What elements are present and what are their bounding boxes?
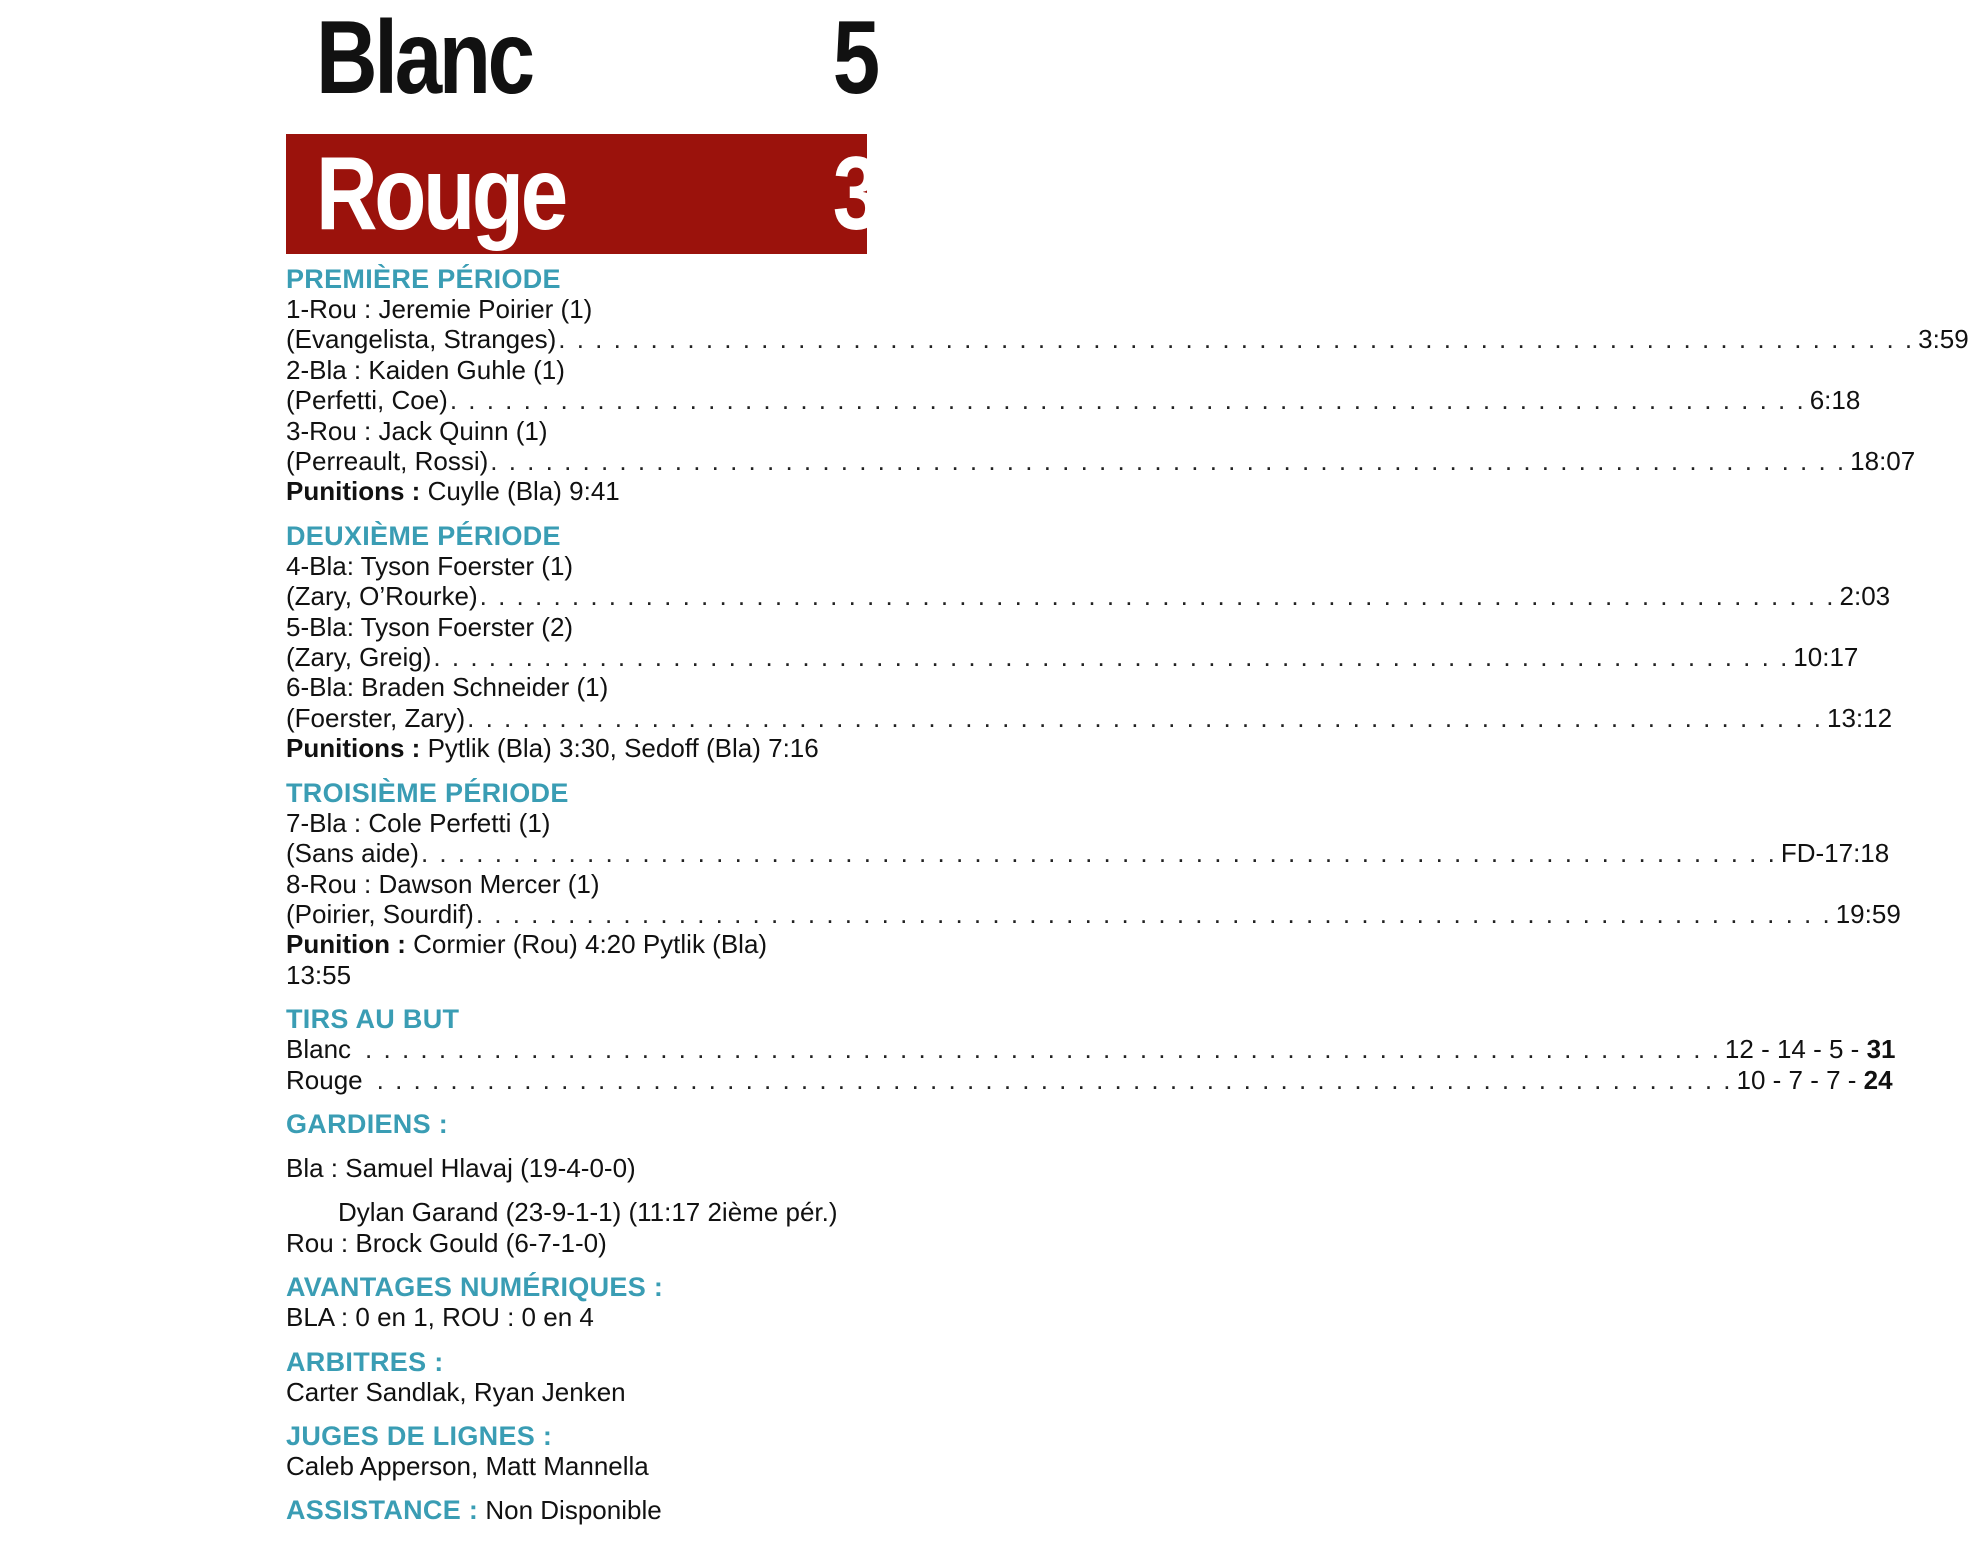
goal-time: 2:03 <box>1839 581 1891 612</box>
leader-dots: . . . . . . . . . . . . . . . . . . . . . . . . . . . . . . . . . . . . . . . . . . . . . . . . . . . . . . . . . . . . . . . . . . . . . . . . . . <box>558 324 1915 355</box>
referees-text: Carter Sandlak, Ryan Jenken <box>286 1376 626 1407</box>
leader-dots: . . . . . . . . . . . . . . . . . . . . . . . . . . . . . . . . . . . . . . . . . . . . . . . . . . . . . . . . . . . . . . . . . . . . . . . . . . <box>479 581 1836 612</box>
section-title: JUGES DE LIGNES : <box>286 1420 553 1451</box>
attendance-text: Non Disponible <box>485 1495 662 1526</box>
goal-assists: (Zary, Greig) <box>286 642 432 673</box>
leader-dots: . . . . . . . . . . . . . . . . . . . . . . . . . . . . . . . . . . . . . . . . . . . . . . . . . . . . . . . . . . . . . . . . . . . . . . . . . . <box>433 642 1790 673</box>
section-title: ARBITRES : <box>286 1346 444 1377</box>
penalties-line <box>286 476 867 506</box>
goal-scorer: 6-Bla: Braden Schneider (1) <box>286 672 609 703</box>
linesmen-text: Caleb Apperson, Matt Mannella <box>286 1450 649 1481</box>
period-section <box>286 520 1893 764</box>
shots-row <box>286 1034 1896 1065</box>
goal-line <box>286 898 1901 929</box>
section-title: ASSISTANCE : <box>286 1495 479 1526</box>
penalties-label: Punitions : <box>286 733 421 764</box>
goal-assists: (Perfetti, Coe) <box>286 385 448 416</box>
team-score: 5 <box>832 0 877 116</box>
goal-time: FD-17:18 <box>1780 838 1890 869</box>
goal-assists: (Evangelista, Stranges) <box>286 324 557 355</box>
shots-section <box>286 1004 1896 1095</box>
section-title: TROISIÈME PÉRIODE <box>286 777 569 808</box>
penalties-text: Cormier (Rou) 4:20 Pytlik (Bla) <box>413 929 768 960</box>
penalties-line <box>286 929 867 959</box>
leader-dots: . . . . . . . . . . . . . . . . . . . . . . . . . . . . . . . . . . . . . . . . . . . . . . . . . . . . . . . . . . . . . . . . . . . . . . . . . . <box>365 1034 1721 1065</box>
goal-line <box>286 446 1916 477</box>
team-name: Blanc <box>316 0 532 116</box>
goal-time: 6:18 <box>1809 385 1861 416</box>
goal-assists: (Zary, O’Rourke) <box>286 581 478 612</box>
leader-dots: . . . . . . . . . . . . . . . . . . . . . . . . . . . . . . . . . . . . . . . . . . . . . . . . . . . . . . . . . . . . . . . . . . . . . . . . . . <box>467 702 1824 733</box>
goal-line <box>286 838 1890 869</box>
goal-line <box>286 385 1861 416</box>
goal-assists: (Sans aide) <box>286 838 419 869</box>
leader-dots: . . . . . . . . . . . . . . . . . . . . . . . . . . . . . . . . . . . . . . . . . . . . . . . . . . . . . . . . . . . . . . . . . . . . . . . . . . <box>475 898 1832 929</box>
team-score: 3 <box>832 136 877 252</box>
goal-scorer: 5-Bla: Tyson Foerster (2) <box>286 611 574 642</box>
section-title: AVANTAGES NUMÉRIQUES : <box>286 1272 664 1303</box>
goal-assists: (Poirier, Sourdif) <box>286 898 474 929</box>
goal-scorer: 4-Bla: Tyson Foerster (1) <box>286 550 574 581</box>
linesmen-section <box>286 1421 867 1481</box>
section-title: GARDIENS : <box>286 1108 449 1139</box>
goal-assists: (Foerster, Zary) <box>286 702 466 733</box>
penalties-label: Punition : <box>286 929 406 960</box>
period-section <box>286 777 1901 990</box>
shots-periods: 10 - 7 - 7 - <box>1736 1064 1857 1095</box>
goal-line <box>286 324 1969 355</box>
goal-time: 19:59 <box>1835 898 1901 929</box>
goal-line <box>286 702 1893 733</box>
goal-time: 3:59 <box>1918 324 1969 355</box>
shots-total: 31 <box>1866 1034 1896 1065</box>
goal-scorer: 2-Bla : Kaiden Guhle (1) <box>286 354 565 385</box>
goalie-line: Bla : Samuel Hlavaj (19-4-0-0) <box>286 1152 636 1183</box>
period-section <box>286 264 1969 507</box>
goal-scorer: 3-Rou : Jack Quinn (1) <box>286 415 548 446</box>
goal-time: 10:17 <box>1793 642 1859 673</box>
boxscore <box>286 0 1969 1540</box>
goal-time: 13:12 <box>1827 702 1893 733</box>
shots-values <box>1725 1034 1896 1064</box>
shots-periods: 12 - 14 - 5 - <box>1724 1034 1860 1065</box>
shots-total: 24 <box>1863 1064 1893 1095</box>
referees-section <box>286 1347 867 1407</box>
goal-scorer: 7-Bla : Cole Perfetti (1) <box>286 807 551 838</box>
shots-team: Blanc <box>286 1034 352 1065</box>
penalties-line <box>286 733 867 763</box>
goal-scorer: 1-Rou : Jeremie Poirier (1) <box>286 294 593 324</box>
summary-content <box>286 264 1969 1526</box>
attendance-section <box>286 1495 867 1525</box>
shots-team: Rouge <box>286 1064 363 1095</box>
goal-scorer: 8-Rou : Dawson Mercer (1) <box>286 868 600 899</box>
goal-line <box>286 642 1859 673</box>
leader-dots: . . . . . . . . . . . . . . . . . . . . . . . . . . . . . . . . . . . . . . . . . . . . . . . . . . . . . . . . . . . . . . . . . . . . . . . . . . <box>420 838 1777 869</box>
power-play-section <box>286 1272 867 1332</box>
section-title: PREMIÈRE PÉRIODE <box>286 264 561 294</box>
goal-line <box>286 581 1891 612</box>
leader-dots: . . . . . . . . . . . . . . . . . . . . . . . . . . . . . . . . . . . . . . . . . . . . . . . . . . . . . . . . . . . . . . . . . . . . . . . . . . <box>449 385 1806 416</box>
penalties-label: Punitions : <box>286 476 421 507</box>
penalties-text: Pytlik (Bla) 3:30, Sedoff (Bla) 7:16 <box>427 733 819 764</box>
penalties-text: Cuylle (Bla) 9:41 <box>427 476 620 507</box>
shots-values <box>1737 1065 1893 1095</box>
goalie-line: Dylan Garand (23-9-1-1) (11:17 2ième pér.) <box>338 1197 838 1228</box>
leader-dots: . . . . . . . . . . . . . . . . . . . . . . . . . . . . . . . . . . . . . . . . . . . . . . . . . . . . . . . . . . . . . . . . . . . . . . . . . . <box>376 1064 1733 1095</box>
goalies-section <box>286 1109 867 1258</box>
goal-time: 18:07 <box>1850 446 1916 477</box>
team-rouge-row <box>286 134 877 254</box>
section-title: TIRS AU BUT <box>286 1004 460 1035</box>
penalties-continuation: 13:55 <box>286 959 352 990</box>
team-name: Rouge <box>316 136 565 252</box>
section-title: DEUXIÈME PÉRIODE <box>286 520 561 551</box>
leader-dots: . . . . . . . . . . . . . . . . . . . . . . . . . . . . . . . . . . . . . . . . . . . . . . . . . . . . . . . . . . . . . . . . . . . . . . . . . . <box>490 446 1847 477</box>
goal-assists: (Perreault, Rossi) <box>286 446 489 477</box>
team-blanc-row <box>286 0 877 122</box>
goalie-line: Rou : Brock Gould (6-7-1-0) <box>286 1227 607 1258</box>
power-play-text: BLA : 0 en 1, ROU : 0 en 4 <box>286 1302 594 1333</box>
shots-row <box>286 1064 1893 1095</box>
